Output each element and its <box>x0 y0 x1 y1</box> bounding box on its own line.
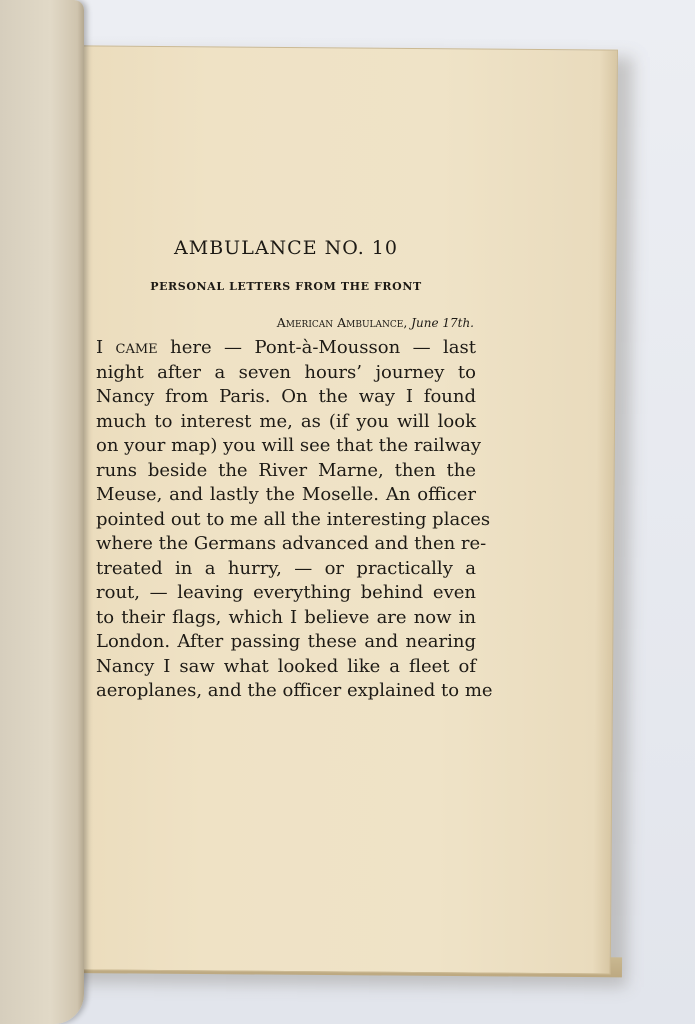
text-line: rout, — leaving everything behind even <box>96 582 476 603</box>
line-text: here — Pont-à-Mousson — last <box>157 337 477 358</box>
text-line: Meuse, and lastly the Moselle. An officer <box>96 484 476 505</box>
text-line: treated in a hurry, — or practically a <box>96 557 476 579</box>
letter-body <box>96 336 493 704</box>
text-line: much to interest me, as (if you will look <box>96 410 476 432</box>
text-line: to their flags, which I believe are now in <box>96 606 476 628</box>
text-line <box>96 336 476 361</box>
text-line: on your map) you will see that the railway <box>96 435 481 456</box>
facing-page-edge <box>0 0 84 1024</box>
text-line: where the Germans advanced and then re- <box>96 533 487 554</box>
page-title: AMBULANCE NO. 10 <box>174 237 398 259</box>
text-line: pointed out to me all the interesting places <box>96 508 491 530</box>
text-line: aeroplanes, and the officer explained to me <box>96 680 493 701</box>
dateline-place: American Ambulance, <box>276 315 408 330</box>
text-line: Nancy from Paris. On the way I found <box>96 386 476 407</box>
text-line: night after a seven hours’ journey to <box>96 361 476 383</box>
letter-dateline <box>96 315 476 330</box>
opening-words: I came <box>96 337 158 358</box>
page-content <box>96 236 493 704</box>
dateline-date: June 17th. <box>411 316 474 330</box>
text-line: runs beside the River Marne, then the <box>96 459 476 481</box>
page-subtitle: PERSONAL LETTERS FROM THE FRONT <box>150 280 422 293</box>
text-line: Nancy I saw what looked like a fleet of <box>96 655 476 677</box>
text-line: London. After passing these and nearing <box>96 631 476 652</box>
